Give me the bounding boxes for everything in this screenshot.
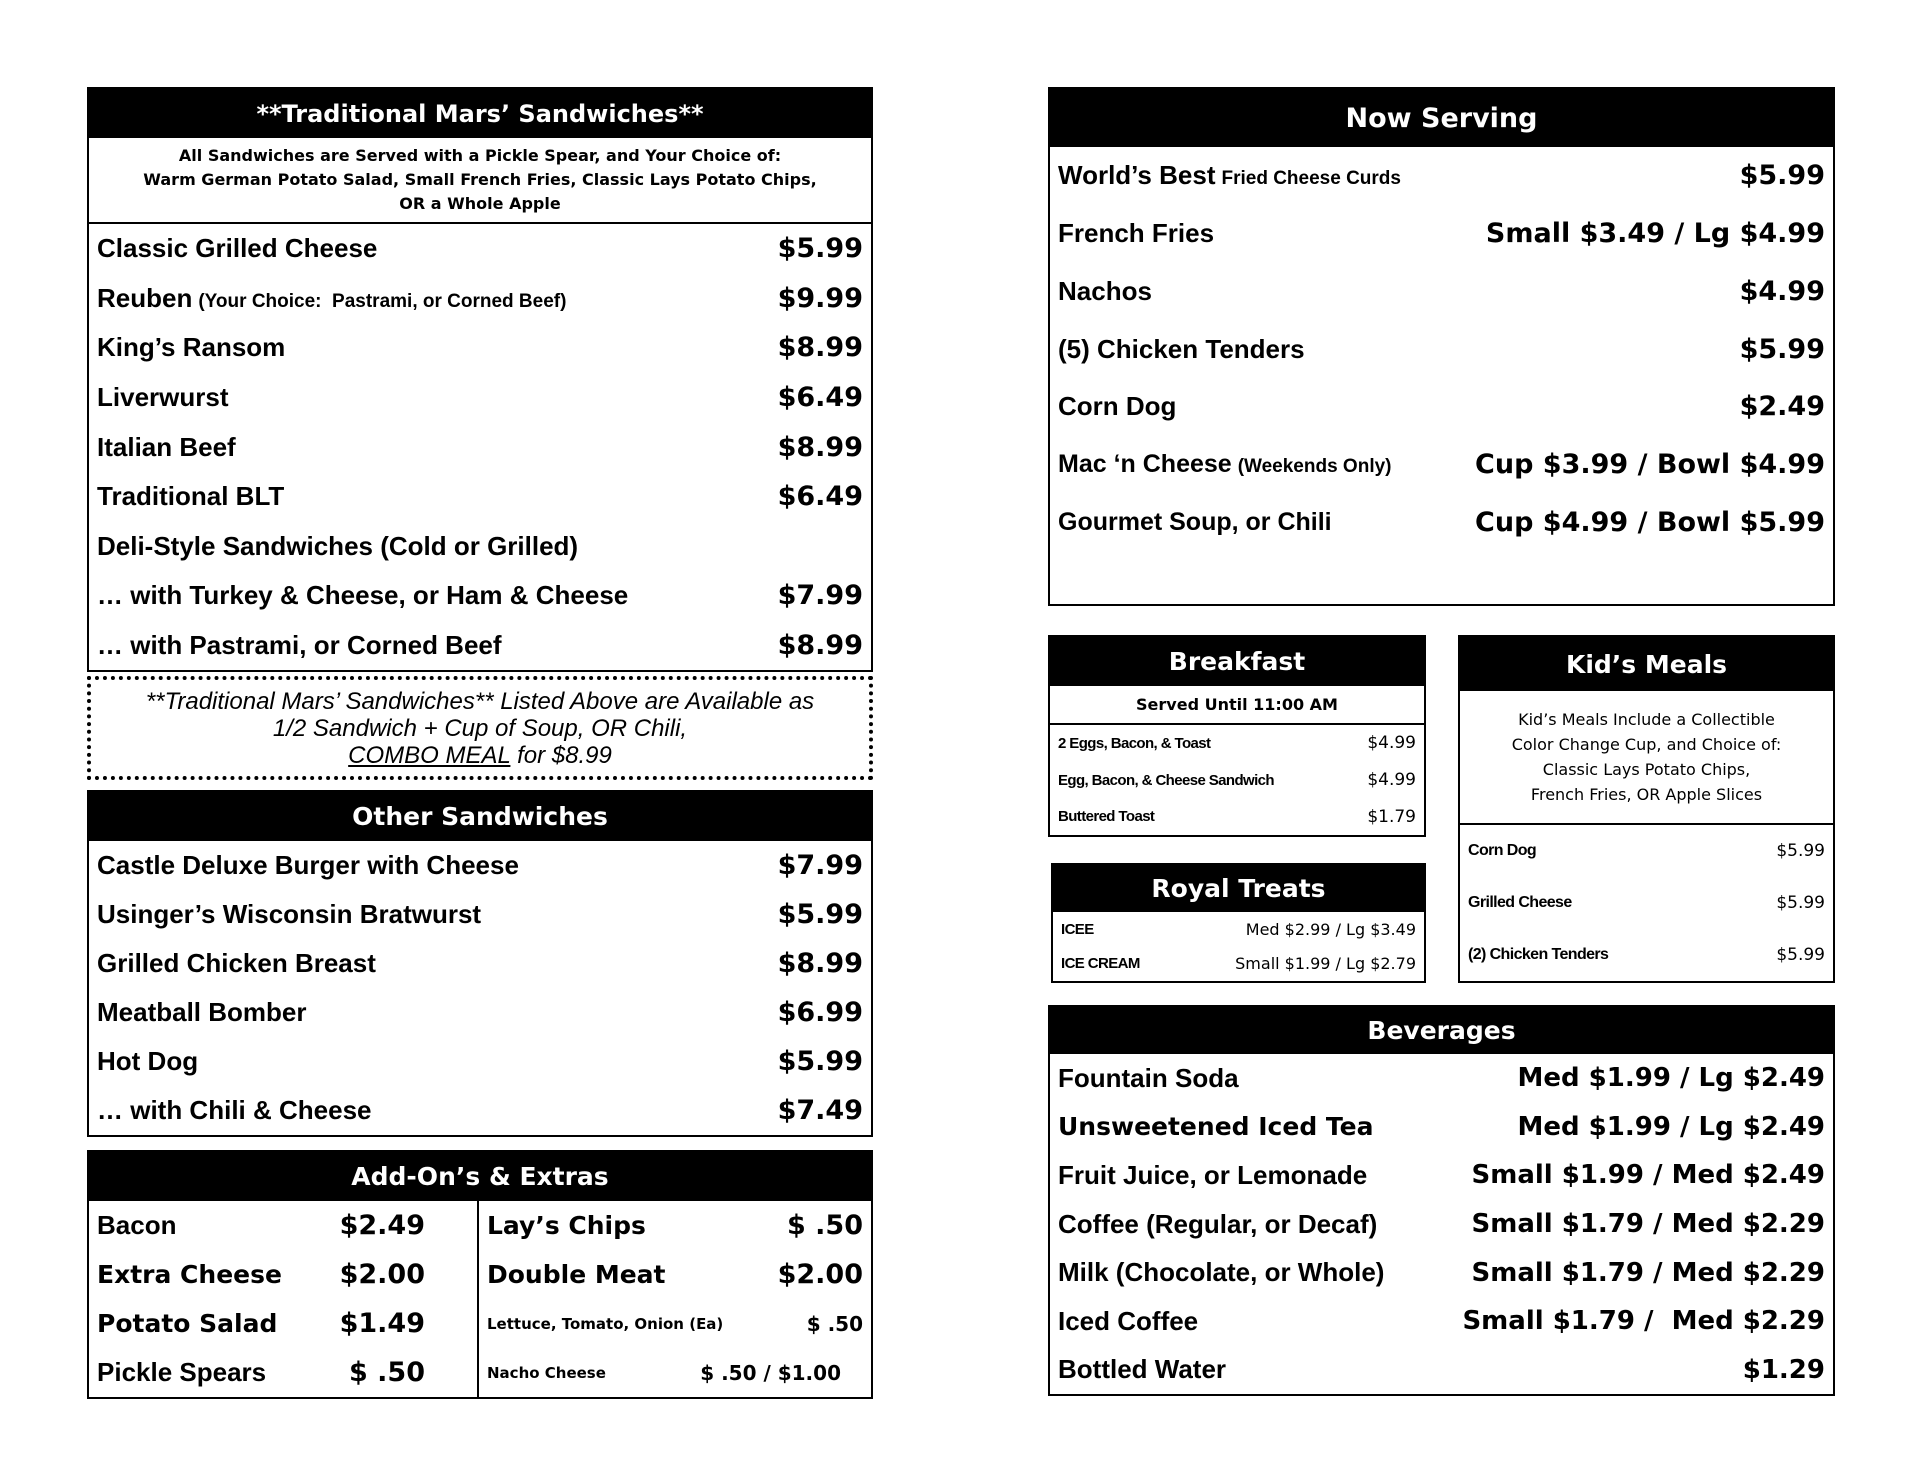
now-serving-box (1048, 87, 1835, 606)
intro-line: Kid’s Meals Include a Collectible (1518, 710, 1775, 729)
item-price: Small $1.99 / Lg $2.79 (1235, 954, 1416, 974)
item-name: Egg, Bacon, & Cheese Sandwich (1058, 771, 1274, 789)
item-name: Grilled Cheese (1468, 894, 1572, 911)
now-serving-header: Now Serving (1050, 89, 1833, 147)
item-name: Classic Grilled Cheese (97, 233, 378, 264)
traditional-sandwiches-header: **Traditional Mars’ Sandwiches** (89, 89, 871, 138)
menu-row (89, 224, 871, 274)
other-sandwiches-items (89, 841, 871, 1135)
breakfast-header: Breakfast (1050, 637, 1424, 686)
breakfast-items (1050, 725, 1424, 835)
combo-meal-notice (87, 676, 873, 780)
kids-meals-header: Kid’s Meals (1460, 637, 1833, 691)
combo-meal-label: COMBO MEAL (348, 741, 511, 769)
item-price: $4.99 (1367, 733, 1416, 754)
item-name: Coffee (Regular, or Decaf) (1058, 1208, 1378, 1239)
menu-row (89, 571, 871, 621)
item-name: (2) Chicken Tenders (1468, 946, 1609, 963)
item-price: $1.29 (1742, 1354, 1825, 1385)
item-price: Small $1.79 / Med $2.29 (1471, 1257, 1825, 1288)
item-note: (Weekends Only) (1237, 455, 1392, 477)
intro-line: Classic Lays Potato Chips, (1542, 760, 1751, 779)
item-price: $2.49 (1739, 391, 1825, 423)
item-name: Reuben (97, 282, 193, 313)
menu-row (479, 1201, 871, 1250)
intro-line: Warm German Potato Salad, Small French Fries, Classic Lays Potato Chips, (143, 170, 817, 189)
item-price: $5.99 (1776, 893, 1825, 913)
item-price: $2.00 (339, 1259, 425, 1290)
menu-row (1050, 147, 1833, 205)
item-name: Castle Deluxe Burger with Cheese (97, 850, 519, 880)
menu-row (1050, 1054, 1833, 1103)
item-name: Extra Cheese (97, 1260, 282, 1289)
addons-right-column (479, 1201, 871, 1397)
menu-row (89, 1250, 477, 1299)
item-name: Pickle Spears (97, 1357, 267, 1387)
item-name: Meatball Bomber (97, 997, 307, 1027)
item-name: Deli-Style Sandwiches (Cold or Grilled) (97, 530, 579, 561)
item-price: Small $1.99 / Med $2.49 (1471, 1160, 1825, 1191)
menu-row (89, 274, 871, 324)
item-name: … with Chili & Cheese (97, 1095, 372, 1125)
item-name: Nachos (1058, 275, 1152, 306)
menu-row (89, 521, 871, 571)
item-price: $ .50 / $1.00 (700, 1360, 841, 1385)
traditional-sandwiches-box (87, 87, 873, 672)
item-note: Fried Cheese Curds (1221, 168, 1401, 190)
menu-row (89, 939, 871, 988)
menu-row (89, 1299, 477, 1348)
intro-line: Color Change Cup, and Choice of: (1511, 735, 1782, 754)
item-name: Liverwurst (97, 381, 229, 412)
item-name: Traditional BLT (97, 481, 285, 512)
menu-row (1050, 1200, 1833, 1249)
beverages-box (1048, 1005, 1835, 1396)
item-name: … with Turkey & Cheese, or Ham & Cheese (97, 580, 629, 611)
item-name: Corn Dog (1468, 842, 1537, 859)
item-name: Potato Salad (97, 1309, 278, 1338)
menu-row (1050, 798, 1424, 835)
menu-row (1050, 205, 1833, 263)
menu-row (479, 1348, 871, 1397)
addons-grid (89, 1201, 871, 1397)
combo-line (348, 742, 612, 769)
item-price: $ .50 (348, 1357, 425, 1388)
item-price: $5.99 (777, 1046, 863, 1077)
item-price: Small $1.79 / Med $2.29 (1471, 1209, 1825, 1240)
item-price: $ .50 (786, 1210, 863, 1241)
menu-row (1050, 436, 1833, 494)
item-name: King’s Ransom (97, 332, 286, 363)
addons-extras-header: Add-On’s & Extras (89, 1152, 871, 1201)
menu-row (89, 621, 871, 671)
menu-row (1050, 725, 1424, 762)
item-price: $8.99 (777, 629, 863, 661)
item-name: Iced Coffee (1058, 1305, 1199, 1336)
menu-row (1050, 493, 1833, 551)
item-name: Buttered Toast (1058, 808, 1155, 826)
beverages-items (1050, 1054, 1833, 1394)
item-price: $8.99 (777, 332, 863, 364)
menu-row (1050, 320, 1833, 378)
menu-row (89, 841, 871, 890)
item-name: Corn Dog (1058, 391, 1177, 422)
breakfast-served-until: Served Until 11:00 AM (1050, 686, 1424, 725)
menu-row (89, 1086, 871, 1135)
menu-row (1050, 1297, 1833, 1346)
item-name: Unsweetened Iced Tea (1058, 1112, 1374, 1142)
item-price: Med $1.99 / Lg $2.49 (1517, 1063, 1825, 1094)
item-name: Fruit Juice, or Lemonade (1058, 1159, 1368, 1190)
item-name: French Fries (1058, 218, 1215, 249)
other-sandwiches-box (87, 790, 873, 1137)
item-price: $6.99 (777, 997, 863, 1028)
item-name: Bacon (97, 1210, 177, 1240)
item-name: Hot Dog (97, 1046, 199, 1076)
item-price: $6.49 (777, 481, 863, 513)
item-price: Cup $3.99 / Bowl $4.99 (1475, 448, 1825, 480)
item-price: $7.99 (777, 580, 863, 612)
item-label (1058, 160, 1401, 191)
item-label (97, 283, 566, 314)
item-price: $5.99 (777, 233, 863, 265)
menu-row (89, 1348, 477, 1397)
menu-row (89, 988, 871, 1037)
menu-row (1050, 1151, 1833, 1200)
menu-row (1050, 762, 1424, 799)
item-price: $ .50 (806, 1311, 863, 1336)
item-name: ICE CREAM (1061, 955, 1140, 973)
item-name: Fountain Soda (1058, 1062, 1239, 1093)
item-name: Nacho Cheese (487, 1363, 606, 1382)
item-price: $8.99 (777, 431, 863, 463)
traditional-items (89, 224, 871, 670)
item-name: Double Meat (487, 1260, 666, 1289)
item-name: Mac ‘n Cheese (1058, 449, 1232, 478)
royal-treats-header: Royal Treats (1053, 865, 1424, 912)
item-label (1058, 450, 1392, 479)
menu-row (1050, 1248, 1833, 1297)
royal-treats-items (1053, 912, 1424, 981)
item-price: $5.99 (1776, 841, 1825, 861)
now-serving-items (1050, 147, 1833, 551)
item-name: 2 Eggs, Bacon, & Toast (1058, 734, 1211, 752)
menu-row (89, 1201, 477, 1250)
item-price: Med $2.99 / Lg $3.49 (1245, 919, 1416, 939)
now-serving-blank-area (1050, 551, 1833, 604)
menu-row (1053, 912, 1424, 947)
item-price: $6.49 (777, 381, 863, 413)
item-name: Grilled Chicken Breast (97, 948, 376, 978)
menu-row (1050, 1103, 1833, 1152)
menu-row (479, 1250, 871, 1299)
item-name: ICEE (1061, 920, 1094, 938)
item-name: Bottled Water (1058, 1354, 1227, 1385)
addons-left-column (89, 1201, 479, 1397)
item-price: $5.99 (777, 899, 863, 930)
combo-price: for $8.99 (510, 741, 612, 769)
menu-row (1460, 877, 1833, 929)
menu-row (479, 1299, 871, 1348)
menu-row (89, 472, 871, 522)
menu-row (89, 890, 871, 939)
menu-row (1460, 825, 1833, 877)
kids-meals-intro (1460, 691, 1833, 825)
royal-treats-box (1051, 863, 1426, 983)
combo-line: **Traditional Mars’ Sandwiches** Listed Above are Available as (145, 687, 815, 715)
combo-line: 1/2 Sandwich + Cup of Soup, OR Chili, (272, 714, 688, 742)
item-price: $8.99 (777, 948, 863, 979)
kids-meals-items (1460, 825, 1833, 981)
item-name: … with Pastrami, or Corned Beef (97, 629, 502, 660)
item-name: Usinger’s Wisconsin Bratwurst (97, 899, 482, 929)
item-note: (Your Choice: Pastrami, or Corned Beef) (198, 290, 567, 312)
menu-row (89, 373, 871, 423)
item-price: Med $1.99 / Lg $2.49 (1517, 1111, 1825, 1142)
item-price: $1.49 (339, 1308, 425, 1339)
item-price: $1.79 (1367, 806, 1416, 827)
intro-line: OR a Whole Apple (399, 194, 561, 213)
item-price: $2.49 (339, 1210, 425, 1241)
traditional-intro (89, 138, 871, 224)
item-price: $4.99 (1367, 770, 1416, 790)
item-price: Small $3.49 / Lg $4.99 (1485, 218, 1825, 250)
menu-row (89, 323, 871, 373)
menu-row (1053, 947, 1424, 982)
item-name: World’s Best (1058, 160, 1216, 191)
item-price: Cup $4.99 / Bowl $5.99 (1475, 506, 1825, 538)
item-price: $9.99 (777, 282, 863, 314)
menu-row (89, 422, 871, 472)
menu-row (1050, 378, 1833, 436)
item-name: Lettuce, Tomato, Onion (Ea) (487, 1314, 724, 1333)
menu-row (1050, 262, 1833, 320)
item-price: $5.99 (1776, 945, 1825, 965)
menu-row (89, 1037, 871, 1086)
item-price: $7.49 (777, 1095, 863, 1126)
item-price: $2.00 (777, 1259, 863, 1290)
item-name: Italian Beef (97, 431, 236, 462)
item-name: Lay’s Chips (487, 1211, 646, 1240)
addons-extras-box (87, 1150, 873, 1399)
item-price: $5.99 (1739, 160, 1825, 192)
item-price: $4.99 (1739, 275, 1825, 307)
kids-meals-box (1458, 635, 1835, 983)
item-price: Small $1.79 / Med $2.29 (1462, 1306, 1825, 1337)
item-price: $5.99 (1739, 333, 1825, 365)
item-name: (5) Chicken Tenders (1058, 333, 1305, 364)
menu-row (1050, 1345, 1833, 1394)
breakfast-box (1048, 635, 1426, 837)
item-name: Milk (Chocolate, or Whole) (1058, 1257, 1385, 1288)
item-name: Gourmet Soup, or Chili (1058, 507, 1332, 536)
other-sandwiches-header: Other Sandwiches (89, 792, 871, 841)
intro-line: French Fries, OR Apple Slices (1530, 785, 1763, 804)
menu-row (1460, 929, 1833, 981)
intro-line: All Sandwiches are Served with a Pickle Spear, and Your Choice of: (178, 146, 782, 165)
beverages-header: Beverages (1050, 1007, 1833, 1054)
item-price: $7.99 (777, 850, 863, 881)
